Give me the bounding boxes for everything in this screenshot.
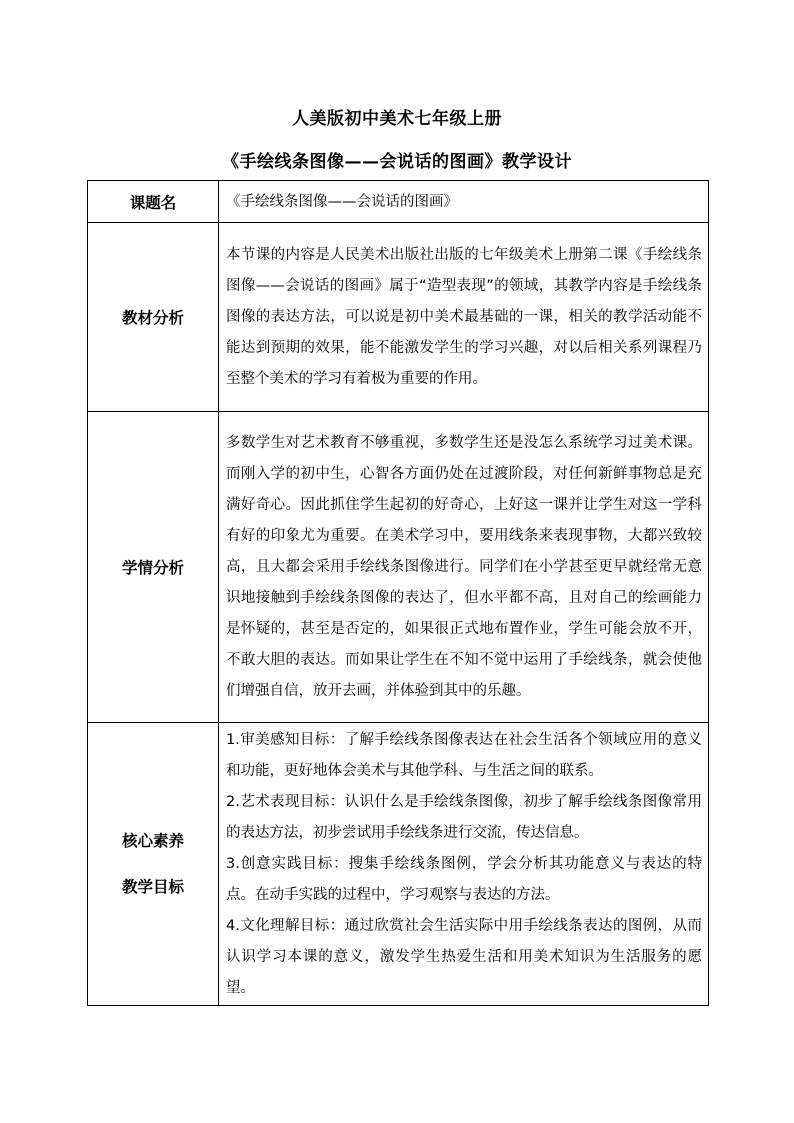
goal-item-aesthetic: 1.审美感知目标：了解手绘线条图像表达在社会生活各个领域应用的意义和功能，更好地体会美术与其他学科、与生活之间的联系。 [226, 731, 702, 779]
student-analysis-label: 学情分析 [88, 412, 219, 723]
document-subtitle: 《手绘线条图像——会说话的图画》教学设计 [222, 152, 572, 172]
topic-label: 课题名 [88, 181, 219, 223]
lesson-plan-table [87, 180, 709, 1006]
material-analysis-text: 本节课的内容是人民美术出版社出版的七年级美术上册第二课《手绘线条图像——会说话的图画》属于“造型表现”的领域，其教学内容是手绘线条图像的表达方法，可以说是初中美术最基础的一课，相关的教学活动能不能达到预期的效果，能不能激发学生的学习兴趣，对以后相关系列课程乃至整个美术的学习有着极为重要的作用。 [219, 223, 709, 412]
goal-item-culture: 4.文化理解目标：通过欣赏社会生活实际中用手绘线条表达的图例，从而认识学习本课的意义，激发学生热爱生活和用美术知识为生活服务的愿望。 [226, 917, 702, 996]
material-analysis-label: 教材分析 [88, 223, 219, 412]
core-goals-list [219, 723, 709, 1006]
table-row-core-goals [88, 723, 709, 1006]
table-row-topic [88, 181, 709, 223]
student-analysis-text: 多数学生对艺术教育不够重视，多数学生还是没怎么系统学习过美术课。而刚入学的初中生，心智各方面仍处在过渡阶段，对任何新鲜事物总是充满好奇心。因此抓住学生起初的好奇心，上好这一课并让学生对这一学科有好的印象尤为重要。在美术学习中，要用线条来表现事物，大都兴致较高，且大都会采用手绘线条图像进行。同学们在小学甚至更早就经常无意识地接触到手绘线条图像的表达了，但水平都不高，且对自己的绘画能力是怀疑的，甚至是否定的，如果很正式地布置作业，学生可能会放不开，不敢大胆的表达。而如果让学生在不知不觉中运用了手绘线条，就会使他们增强自信，放开去画，并体验到其中的乐趣。 [219, 412, 709, 723]
table-row-material-analysis [88, 223, 709, 412]
goal-item-practice: 3.创意实践目标：搜集手绘线条图例，学会分析其功能意义与表达的特点。在动手实践的过程中，学习观察与表达的方法。 [226, 855, 702, 903]
table-row-student-analysis [88, 412, 709, 723]
document-title: 人美版初中美术七年级上册 [292, 109, 502, 129]
core-goals-label-line1: 核心素养 [121, 832, 184, 850]
core-goals-label [88, 723, 219, 1006]
goal-item-expression: 2.艺术表现目标：认识什么是手绘线条图像，初步了解手绘线条图像常用的表达方法，初步尝试用手绘线条进行交流，传达信息。 [226, 793, 702, 841]
core-goals-label-line2: 教学目标 [121, 878, 184, 896]
topic-value: 《手绘线条图像——会说话的图画》 [219, 181, 709, 223]
